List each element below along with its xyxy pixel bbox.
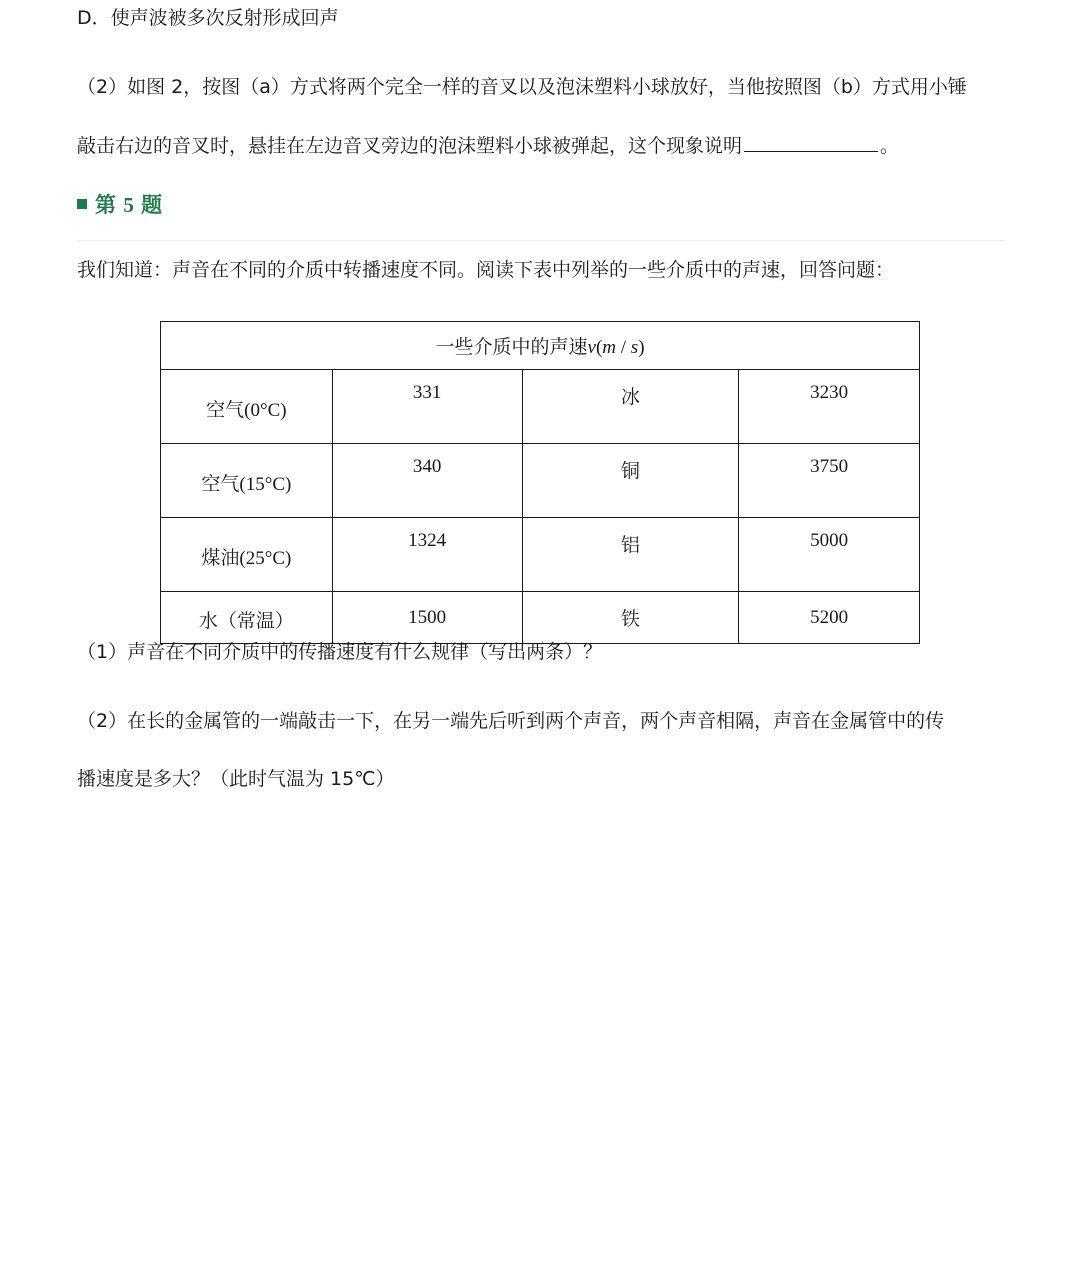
heading-prefix: 第: [95, 193, 116, 217]
question-5-intro: 我们知道：声音在不同的介质中转播速度不同。阅读下表中列举的一些介质中的声速，回答问题：: [77, 259, 895, 281]
table-unit-close: ): [638, 337, 645, 358]
question-5-part-1: （1）声音在不同介质中的传播速度有什么规律（写出两条）？: [77, 641, 603, 663]
speed-cell: 1500: [332, 592, 522, 644]
question-5-part-2-line-2: 播速度是多大？（此时气温为 15℃）: [77, 768, 395, 790]
medium-cell: 铝: [522, 518, 739, 592]
medium-cell: 冰: [522, 370, 739, 444]
question-4-part-2-line-1: （2）如图 2，按图（a）方式将两个完全一样的音叉以及泡沫塑料小球放好，当他按照图（b）方式用小锤: [77, 76, 967, 98]
medium-cell: 煤油(25°C): [161, 518, 333, 592]
speed-cell: 5200: [739, 592, 920, 644]
speed-cell: 3750: [739, 444, 920, 518]
medium-cell: 铁: [522, 592, 739, 644]
sound-speed-table: [160, 321, 920, 644]
square-bullet-icon: [77, 199, 87, 209]
medium-cell: 空气(0°C): [161, 370, 333, 444]
table-caption-row: [161, 322, 920, 370]
option-d: D．使声波被多次反射形成回声: [77, 7, 339, 29]
table-unit-slash: /: [616, 337, 631, 358]
medium-cell: 水（常温）: [161, 592, 333, 644]
question-5-part-2-line-1: （2）在长的金属管的一端敲击一下，在另一端先后听到两个声音，两个声音相隔，声音在金属管中的传: [77, 710, 945, 732]
table-row: [161, 518, 920, 592]
medium-cell: 铜: [522, 444, 739, 518]
question-4-part-2-line-2: [77, 133, 899, 158]
question-4-part-2-end: 。: [880, 135, 900, 157]
speed-cell: 1324: [332, 518, 522, 592]
section-heading-question-5: [77, 191, 162, 219]
medium-cell: 空气(15°C): [161, 444, 333, 518]
table-row: [161, 592, 920, 644]
answer-blank: [744, 133, 878, 152]
table-row: [161, 444, 920, 518]
speed-cell: 340: [332, 444, 522, 518]
heading-suffix: 题: [141, 193, 163, 217]
table-caption: [161, 322, 920, 370]
table-caption-text: 一些介质中的声速: [435, 337, 588, 358]
table-row: [161, 370, 920, 444]
heading-number: 5: [123, 193, 134, 217]
section-divider: [77, 240, 1005, 241]
speed-cell: 3230: [739, 370, 920, 444]
table-unit-open: (: [595, 337, 603, 358]
speed-cell: 5000: [739, 518, 920, 592]
speed-cell: 331: [332, 370, 522, 444]
question-4-part-2-text: 敲击右边的音叉时，悬挂在左边音叉旁边的泡沫塑料小球被弹起，这个现象说明: [77, 135, 743, 157]
table-unit-v: v: [587, 337, 596, 358]
table-unit-s: s: [630, 337, 639, 358]
table-unit-m: m: [602, 337, 616, 358]
